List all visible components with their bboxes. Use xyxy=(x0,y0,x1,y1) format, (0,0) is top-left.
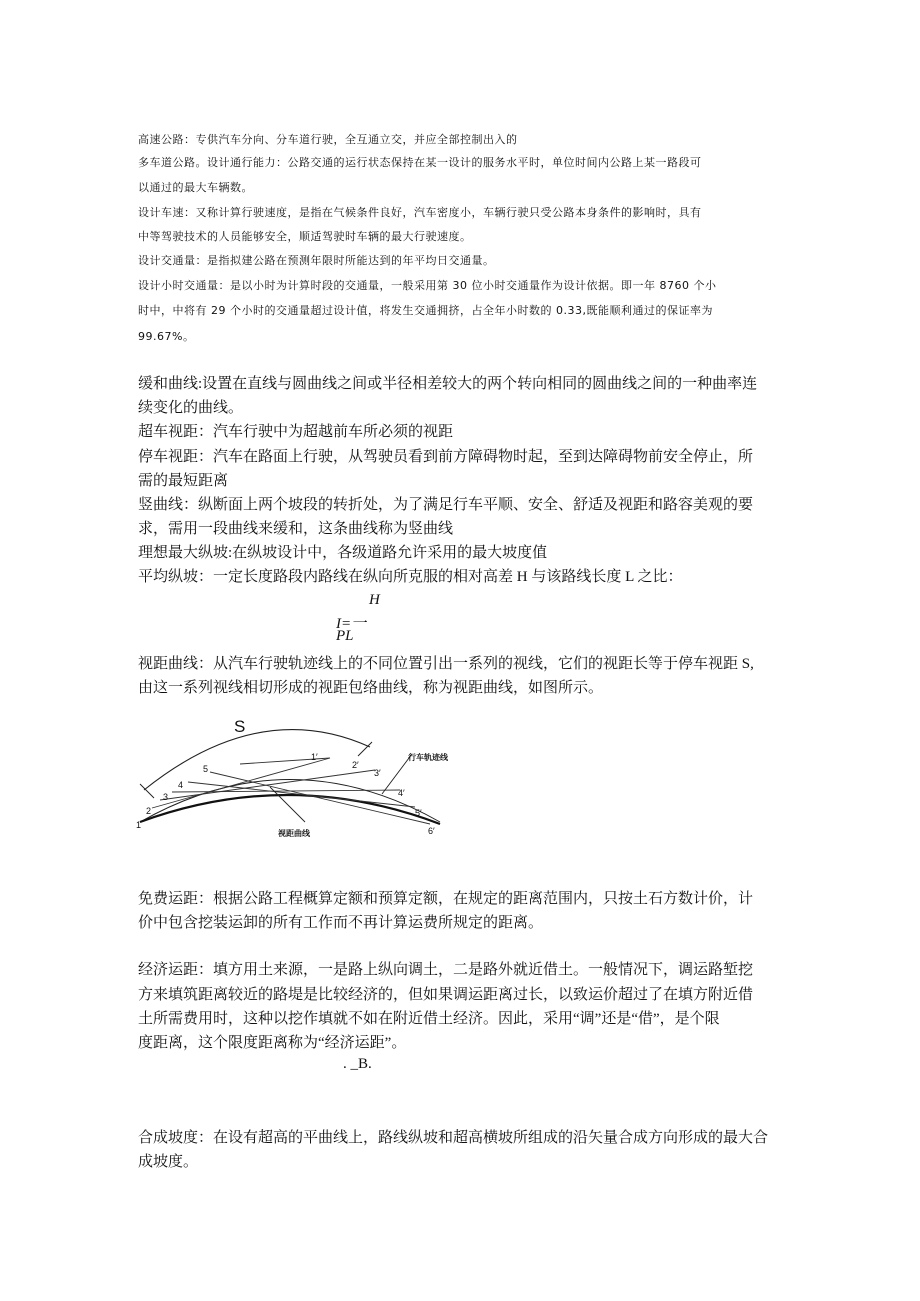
text-line: 平均纵坡：一定长度路段内路线在纵向所克服的相对高差 H 与该路线长度 L 之比： xyxy=(138,569,683,585)
text-line: 停车视距：汽车在路面上行驶，从驾驶员看到前方障碍物时起，至到达障碍物前安全停止，所 xyxy=(138,449,754,465)
text-line: 竖曲线：纵断面上两个坡段的转折处，为了满足行车平顺、安全、舒适及视距和路容美观的要 xyxy=(138,497,754,513)
label-curve: 视距曲线 xyxy=(278,829,310,838)
label-s: S xyxy=(234,717,246,736)
text-line: 土所需费用时，这种以挖作填就不如在附近借土经济。因此，采用“调”还是“借”，是个限 xyxy=(138,1011,720,1027)
text-line: 超车视距：汽车行驶中为超越前车所必须的视距 xyxy=(138,424,454,440)
point-label: 3′ xyxy=(374,768,381,778)
arc-tick-right xyxy=(358,742,372,756)
text-line: 多车道公路。设计通行能力：公路交通的运行状态保持在某一设计的服务水平时，单位时间内公路上某一路段可 xyxy=(138,156,702,169)
text-line: 价中包含挖装运卸的所有工作而不再计算运费所规定的距离。 xyxy=(138,915,544,931)
text-line: 设计小时交通量：是以小时为计算时段的交通量，一般采用第 30 位小时交通量作为设计依据。即一年 8760 个小 xyxy=(138,279,717,292)
text-line: 中等驾驶技术的人员能够安全，顺适驾驶时车辆的最大行驶速度。 xyxy=(138,230,472,243)
text-line: 高速公路：专供汽车分向、分车道行驶，全互通立交，并应全部控制出入的 xyxy=(138,133,518,146)
text-line: 设计交通量：是指拟建公路在预测年限时所能达到的年平均日交通量。 xyxy=(138,254,495,267)
text-line: 由这一系列视线相切形成的视距包络曲线，称为视距曲线，如图所示。 xyxy=(138,680,604,696)
formula-denominator: PL xyxy=(336,628,354,644)
text-line: 以通过的最大车辆数。 xyxy=(138,181,253,194)
text-line: 理想最大纵坡:在纵坡设计中，各级道路允许采用的最大坡度值 xyxy=(138,545,548,561)
text-line: 需的最短距离 xyxy=(138,473,229,489)
text-line: . _B. xyxy=(343,1056,372,1072)
point-label: 2 xyxy=(146,806,152,816)
sight-distance-diagram xyxy=(130,712,460,847)
arc-tick-left xyxy=(140,784,154,798)
track-arc-inner xyxy=(140,795,440,824)
point-label: 5 xyxy=(203,764,209,774)
text-line: 99.67%。 xyxy=(138,330,195,343)
text-line: 设计车速：又称计算行驶速度，是指在气候条件良好，汽车密度小，车辆行驶只受公路本身条件的影响时，具有 xyxy=(138,206,702,219)
text-line: 缓和曲线:设置在直线与圆曲线之间或半径相差较大的两个转向相同的圆曲线之间的一种曲率连 xyxy=(138,376,758,392)
point-label: 3 xyxy=(163,792,169,802)
formula-lhs: I=一 xyxy=(336,616,367,632)
text-line: 视距曲线：从汽车行驶轨迹线上的不同位置引出一系列的视线，它们的视距长等于停车视距 S, xyxy=(138,656,754,672)
point-label: 1 xyxy=(136,820,142,830)
text-line: 免费运距：根据公路工程概算定额和预算定额，在规定的距离范围内，只按土石方数计价，计 xyxy=(138,891,754,907)
text-line: 度距离，这个限度距离称为“经济运距”。 xyxy=(138,1035,407,1051)
curve-leader xyxy=(270,787,305,822)
text-line: 续变化的曲线。 xyxy=(138,400,244,416)
point-label: 6′ xyxy=(428,826,435,836)
text-line: 成坡度。 xyxy=(138,1154,199,1170)
text-line: 求，需用一段曲线来缓和，这条曲线称为竖曲线 xyxy=(138,521,454,537)
text-line: 合成坡度：在设有超高的平曲线上，路线纵坡和超高横坡所组成的沿矢量合成方向形成的最大合 xyxy=(138,1130,769,1146)
point-label: 4 xyxy=(178,780,184,790)
text-line: 经济运距：填方用土来源，一是路上纵向调土，二是路外就近借土。一般情况下，调运路堑挖 xyxy=(138,962,754,978)
point-label: 4′ xyxy=(398,788,405,798)
text-line: 时中，中将有 29 个小时的交通量超过设计值，将发生交通拥挤，占全年小时数的 0.33,既能顺利通过的保证率为 xyxy=(138,304,713,317)
text-line: 方来填筑距离较近的路堤是比较经济的，但如果调运距离过长，以致运价超过了在填方附近借 xyxy=(138,987,754,1003)
formula-numerator: H xyxy=(369,592,380,608)
point-label: 2′ xyxy=(352,760,359,770)
point-label: 5′ xyxy=(415,808,422,818)
point-label: 1′ xyxy=(311,752,318,762)
sight-line xyxy=(188,782,415,807)
label-track: 行车轨迹线 xyxy=(408,753,448,762)
